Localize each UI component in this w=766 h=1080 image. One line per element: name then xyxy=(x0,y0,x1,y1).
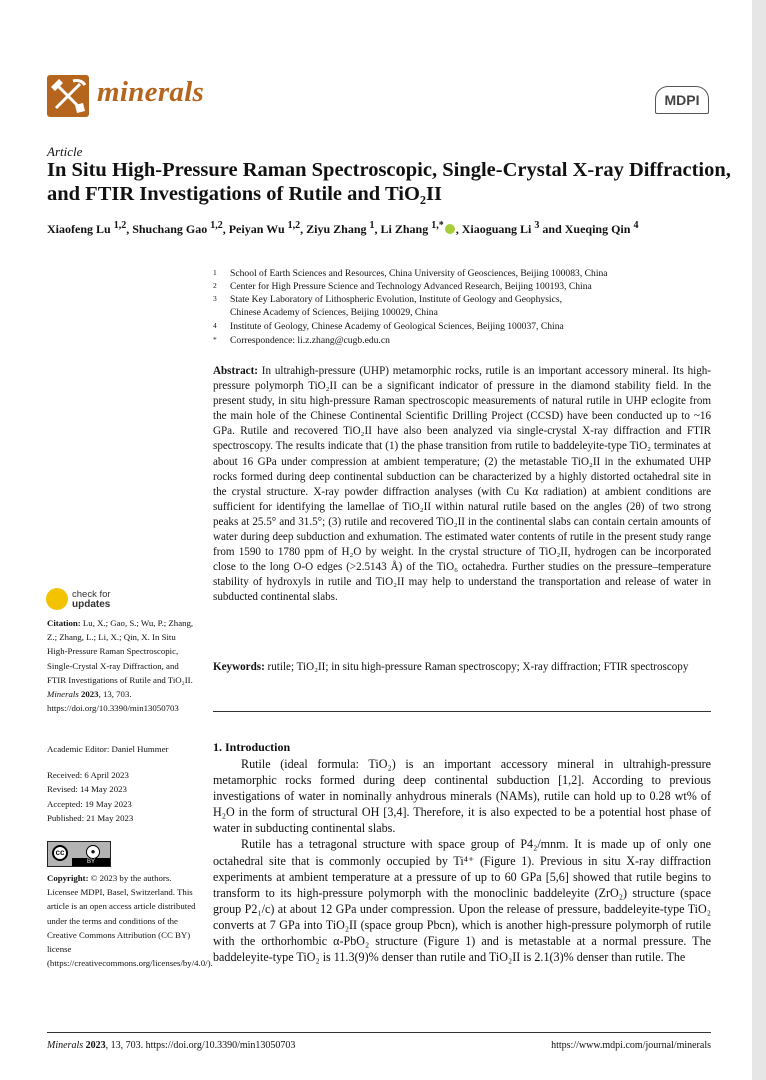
abstract-text: In ultrahigh-pressure (UHP) metamorphic rocks, rutile is an important accessory mineral. Its high-pressure polymorph TiO₂II can be a significant indicator of pressure in the diamond stability field. In the present study, in situ high-pressure Raman spectroscopic measurements of natural rutile in UHP eclogite from the main hole of the Chinese Continental Scientific Drilling Project (CCSD) have been conducted up to ~16 GPa. Rutile and recovered TiO₂II have also been analyzed via single-crystal X-ray diffraction and FTIR spectroscopy. The results indicate that (1) the phase transition from rutile to baddeleyite-type TiO₂ terminates at about 16 GPa under compression at ambient temperature; (2) the metastable TiO₂II in the exhumated UHP rocks formed during deep continental subduction can be characterized by a highly distorted octahedral site in the crystal structure. X-ray powder diffraction analyses (with Cu Kα radiation) at ambient conditions are sufficient for identifying the lamellae of TiO₂II within natural rutile based on the angles (2θ) of two strong peaks at 25.5° and 31.5°; (3) rutile and recovered TiO₂II in the continental slabs can contain certain amounts of water during deep subduction and exhumation. The estimated water contents of rutile in the present study range from 1590 to 1780 ppm of H₂O by weight. In the crystal structure of TiO₂II, hydrogen can be incorporated close to the long O-O edges (>2.5143 Å) of the TiO₆ octahedra. Further studies on the pressure–temperature stability of hydroxyls in rutile and TiO₂II may help to understand the transportation and release of water in subducted continental slabs. xyxy=(213,365,711,604)
article-title: In Situ High-Pressure Raman Spectroscopic, Single-Crystal X-ray Diffraction, and FTIR Investigations of Rutile and TiO₂II xyxy=(47,159,731,205)
author[interactable]: Xiaofeng Lu xyxy=(47,222,111,236)
shovel-pick-icon xyxy=(47,75,89,117)
author[interactable]: Li Zhang xyxy=(380,222,429,236)
citation: Citation: Lu, X.; Gao, S.; Wu, P.; Zhang, Z.; Zhang, L.; Li, X.; Qin, X. In Situ High-Pressure Raman Spectroscopic, Single-Crystal X-ray Diffraction, and FTIR Investigations of Rutile and TiO₂II. Minerals 2023, 13, 703. https://doi.org/10.3390/min13050703 xyxy=(47,618,194,714)
author[interactable]: Xueqing Qin xyxy=(564,222,631,236)
author-sup: 4 xyxy=(633,220,639,231)
author-sup: 1 xyxy=(369,220,375,231)
author-sup: 1,2 xyxy=(113,220,127,231)
accepted-date: Accepted: 19 May 2023 xyxy=(47,799,132,809)
check-for-updates-label[interactable]: check for xyxy=(72,589,111,600)
keywords-label: Keywords: xyxy=(213,661,265,673)
cc-icon: cc xyxy=(52,845,68,861)
journal-name: minerals xyxy=(97,76,205,108)
author-sup: 1,2 xyxy=(287,220,301,231)
author[interactable]: Ziyu Zhang xyxy=(306,222,367,236)
author-list: Xiaofeng Lu $^{1,2}$, Shuchang Gao $^{1,2}$, Peiyan Wu $^{1,2}$, Ziyu Zhang $^1$, Li Zhang $^{1,*}$ , Xiaoguang Li $^3$ and Xueqing Qin $^4$ xyxy=(47,220,639,236)
scrollbar[interactable] xyxy=(752,0,766,1080)
author[interactable]: Peiyan Wu xyxy=(228,222,285,236)
footer-divider xyxy=(47,1032,711,1033)
cc-by-license-icon[interactable] xyxy=(47,841,111,867)
paragraph: Rutile has a tetragonal structure with space group of P4₂/mnm. It is made up of only one octahedral site that is commonly occupied by Ti⁴⁺ (Figure 1). Previous in situ X-ray diffraction experiments at ambient temperature at a pressure of up to 60 GPa [5,6] showed that rutile begins to transform to its high-pressure polymorph with the monoclinic baddeleyite (ZrO₂) structure (space group P2₁/c) at about 12 GPa under compression. Upon the release of pressure, baddeleyite-type TiO₂ converts at 7 GPa into TiO₂II (space group Pbcn), which is another high-pressure polymorph of rutile with the orthorhombic α-PbO₂ structure (Figure 1) and is metastable at a normal pressure. The baddeleyite-type TiO₂ is 11.3(9)% denser than rutile and TiO₂II is 2.1(3)% denser than rutile. The xyxy=(213,837,711,965)
author-sup: 1,* xyxy=(431,220,444,231)
check-for-updates-icon[interactable] xyxy=(46,588,68,610)
author-sup: 1,2 xyxy=(210,220,223,231)
divider xyxy=(213,711,711,712)
author[interactable]: Xiaoguang Li xyxy=(461,222,532,236)
footer-citation: Minerals 2023, 13, 703. https://doi.org/10.3390/min13050703 xyxy=(47,1040,296,1051)
keywords xyxy=(213,660,711,675)
publisher-logo: MDPI xyxy=(655,86,709,114)
orcid-icon[interactable] xyxy=(445,224,455,234)
abstract-label: Abstract: xyxy=(213,365,258,377)
author-sup: 3 xyxy=(534,220,540,231)
received-date: Received: 6 April 2023 xyxy=(47,770,129,780)
section-heading: 1. Introduction xyxy=(213,740,291,754)
paper-page: minerals MDPI Article In Situ High-Pressure Raman Spectroscopic, Single-Crystal X-ray Diffraction, and FTIR Investigations of Rutile and TiO₂II Xiaofeng Lu $^{1,2}$, Shuchang Gao $^{1,2}$, Peiyan Wu $^{1,2}$, Ziyu Zhang $^1$, Li Zhang $^{1,*}$ , Xiaoguang Li $^3$ and Xueqing Qin $^4$ 1 School of Earth Sciences and Resources, China University of Geosciences, Beijing 100083, China 2 Center for High Pressure Science and Technology Advanced Research, Beijing 100193, China 3 State Key Laboratory of Lithospheric Evolution, Institute of Geology and Geophysics, Chinese Academy of Sciences, Beijing 100029, China 4 Institute of Geology, Chinese Academy of Geological Sciences, Beijing 100037, China * Correspondence: li.z.zhang@cugb.edu.cn Abstract: In ultrahigh-pressure (UHP) metamorphic rocks, rutile is an important accessory mineral. Its high-pressure polymorph TiO₂II can be a significant indicator of pressure in the diamond stability field. In the present study, in situ high-pressure Raman spectroscopic measurements of natural rutile in UHP eclogite from the main hole of the Chinese Continental Scientific Drilling Project (CCSD) have been conducted up to ~16 GPa. Rutile and recovered TiO₂II have also been analyzed via single-crystal X-ray diffraction and FTIR spectroscopy. The results indicate that (1) the phase transition from rutile to baddeleyite-type TiO₂ terminates at about 16 GPa under compression at ambient temperature; (2) the metastable TiO₂II in the exhumated UHP rocks formed during deep continental subduction can be characterized by a highly distorted octahedral site in the crystal structure. X-ray powder diffraction analyses (with Cu Kα radiation) at ambient conditions are sufficient for identifying the lamellae of TiO₂II within natural rutile based on the angles (2θ) of two strong peaks at 25.5° and 31.5°; (3) rutile and recovered TiO₂II in the continental slabs can contain certain amounts of water during deep subduction and exhumation. The estimated water contents of rutile in the present study range from 1590 to 1780 ppm of H₂O by weight. In the crystal structure of TiO₂II, hydrogen can be incorporated close to the long O-O edges (>2.5143 Å) of the TiO₆ octahedra. Further studies on the pressure–temperature stability of hydroxyls in rutile and TiO₂II may help to understand the transportation and release of water in subducted continental slabs. Keywords: rutile; TiO₂II; in situ high-pressure Raman spectroscopy; X-ray diffraction; FTIR spectroscopy check for updates Citation: Lu, X.; Gao, S.; Wu, P.; Zhang, Z.; Zhang, L.; Li, X.; Qin, X. In Situ High-Pressure Raman Spectroscopic, Single-Crystal X-ray Diffraction, and FTIR Investigations of Rutile and TiO₂II. Minerals 2023, 13, 703. https://doi.org/10.3390/min13050703 Academic Editor: Daniel Hummer Received: 6 April 2023 Revised: 14 May 2023 Accepted: 19 May 2023 Published: 21 May 2023 cc ● BY Copyright: © 2023 by the authors. Licensee MDPI, Basel, Switzerland. This article is an open access article distributed under the terms and conditions of the Creative Commons Attribution (CC BY) license (https://creativecommons.org/licenses/by/4.0/). 1. Introduction Rutile (ideal formula: TiO₂) is an important accessory mineral in ultrahigh-pressure metamorphic rocks formed during deep continental subduction [1,2]. According to previous investigations of water in nominally anhydrous minerals (NAMs), rutile can hold up to 0.28 wt% of H₂O in the form of structural OH [3,4]. Therefore, it is also expected to be a potential host phase of water in subducting continental slabs. Rutile has a tetragonal structure with space group of P4₂/mnm. It is made up of only one octahedral site that is commonly occupied by Ti⁴⁺ (Figure 1). Previous in situ X-ray diffraction experiments at ambient temperature at a pressure of up to 60 GPa [5,6] showed that rutile begins to transform to its high-pressure polymorph with the monoclinic baddeleyite (ZrO₂) structure (space group P2₁/c) at about 12 GPa under compression. Upon the release of pressure, baddeleyite-type TiO₂ converts at 7 GPa into TiO₂II (space group Pbcn), which is another high-pressure polymorph of rutile with the orthorhombic α-PbO₂ structure (Figure 1) and is metastable at a normal pressure. The baddeleyite-type TiO₂ is 11.3(9)% denser than rutile and TiO₂II is 2.1(3)% denser than rutile. The Minerals 2023, 13, 703. https://doi.org/10.3390/min13050703 https://www.mdpi.com/journal/minerals xyxy=(0,0,752,1080)
published-date: Published: 21 May 2023 xyxy=(47,813,134,823)
footer-journal-url[interactable]: https://www.mdpi.com/journal/minerals xyxy=(551,1040,711,1051)
abstract xyxy=(213,364,711,606)
article-type: Article xyxy=(47,144,83,159)
paragraph: Rutile (ideal formula: TiO₂) is an important accessory mineral in ultrahigh-pressure metamorphic rocks formed during deep continental subduction [1,2]. According to previous investigations of water in nominally anhydrous minerals (NAMs), rutile can hold up to 0.28 wt% of H₂O in the form of structural OH [3,4]. Therefore, it is also expected to be a potential host phase of water in subducting continental slabs. xyxy=(213,757,711,836)
author[interactable]: Shuchang Gao xyxy=(132,222,208,236)
copyright: Copyright: © 2023 by the authors. Licensee MDPI, Basel, Switzerland. This article is an open access article distributed under the terms and conditions of the Creative Commons Attribution (CC BY) license (https://creativecommons.org/licenses/by/4.0/). xyxy=(47,873,213,969)
keywords-text: rutile; TiO₂II; in situ high-pressure Raman spectroscopy; X-ray diffraction; FTIR spectroscopy xyxy=(267,661,689,673)
body-text xyxy=(213,756,711,965)
academic-editor: Academic Editor: Daniel Hummer xyxy=(47,744,169,754)
check-for-updates-sublabel[interactable]: updates xyxy=(72,599,111,610)
cc-by-label: BY xyxy=(72,858,110,866)
person-icon: ● xyxy=(86,845,100,859)
revised-date: Revised: 14 May 2023 xyxy=(47,784,127,794)
